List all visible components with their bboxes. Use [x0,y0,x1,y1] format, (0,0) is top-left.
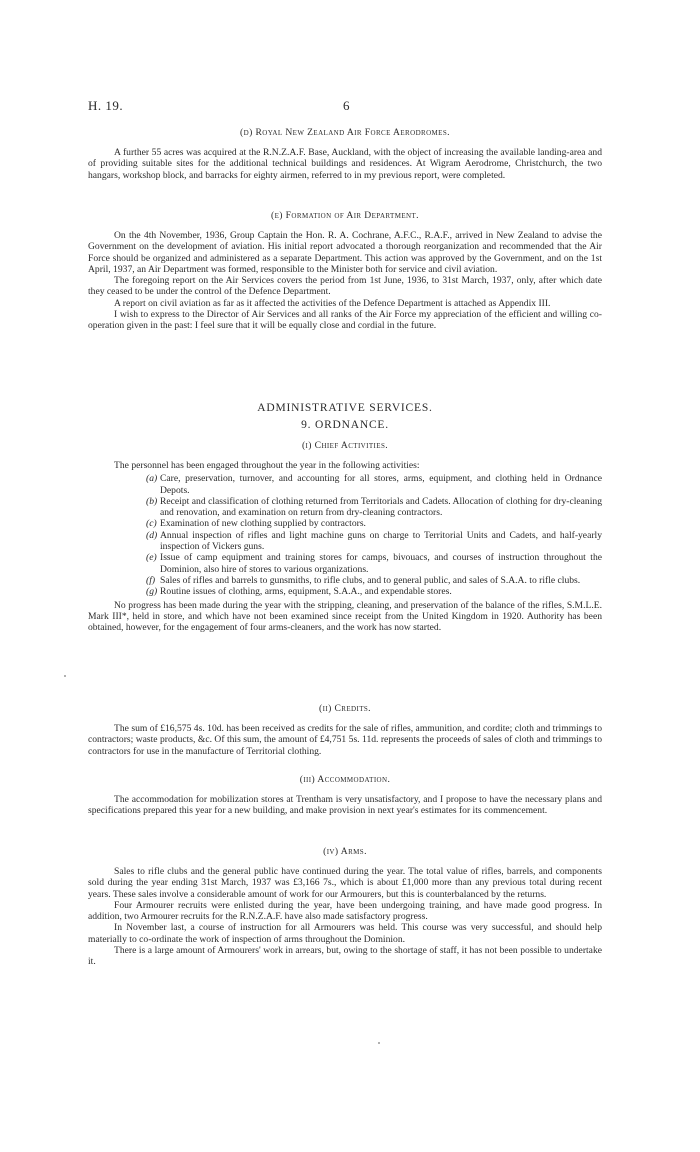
list-marker: (e) [146,552,157,564]
section-heading-aerodromes: (d) Royal New Zealand Air Force Aerodromes. [240,127,450,138]
list-item [88,575,602,586]
section-heading-arms: (iv) Arms. [323,846,367,857]
paragraph-arms-4: There is a large amount of Armourers' work in arrears, but, owing to the shortage of staff, it has not been possible to undertake it. [88,945,602,968]
paragraph-arms-2: Four Armourer recruits were enlisted during the year, have been undergoing training, and have made good progress. In addition, two Armourer recruits for the R.N.Z.A.F. have also made satisfactory progress. [88,899,602,923]
section-chief-activities [88,440,602,633]
list-item-text: Sales of rifles and barrels to gunsmiths, to rifle clubs, and to general public, and sales of S.A.A. to rifle clubs. [160,574,581,586]
list-item [88,530,602,553]
section-heading-accommodation: (iii) Accommodation. [299,774,391,785]
paragraph-arms-3: In November last, a course of instruction for all Armourers was held. This course was very successful, and should help materially to co-ordinate the work of inspection of arms throughout the Dominion. [88,922,602,945]
section-heading-credits: (ii) Credits. [319,703,371,714]
list-item-text: Routine issues of clothing, arms, equipment, S.A.A., and expendable stores. [160,586,452,598]
section-aerodromes [88,127,602,181]
section-credits [88,703,602,757]
list-item-text: Care, preservation, turnover, and accounting for all stores, arms, equipment, and clothing held in Ordnance Depots. [160,473,602,496]
section-heading-air-department: (e) Formation of Air Department. [271,210,419,221]
section-administrative-services [88,402,602,431]
scan-speck [64,675,66,677]
list-marker: (b) [146,495,158,507]
paragraph-credits: The sum of £16,575 4s. 10d. has been received as credits for the sale of rifles, ammunition, and cordite; cloth and trimmings to contractors; waste products, &c. Of this sum, the amount of £4,751 5s. 11d. represents the proceeds of sales of cloth and trimmings to contractors for use in the manufacture of Territorial clothing. [88,723,602,757]
paragraph-air-department-4: I wish to express to the Director of Air Services and all ranks of the Air Force my appreciation of the efficient and willing co-operation given in the past: I feel sure that it will be equally close and cordial in the future. [88,309,602,332]
paragraph-air-department-3: A report on civil aviation as far as it affected the activities of the Defence Department is attached as Appendix III. [114,297,551,309]
list-item-text: Examination of new clothing supplied by contractors. [160,518,366,530]
activities-list [88,473,602,597]
document-reference: H. 19. [88,98,124,113]
list-marker: (a) [146,473,158,485]
section-arms [88,846,602,968]
list-item [88,586,602,597]
page-number: 6 [343,98,350,113]
section-air-department [88,210,602,332]
paragraph-arms-1: Sales to rifle clubs and the general public have continued during the year. The total value of rifles, barrels, and components sold during the year ending 31st March, 1937 was £3,166 7s., which is about £1,000 more than any previous total during recent years. These sales involve a considerable amount of work for our Armourers, but this is counterbalanced by the returns. [88,866,602,900]
list-marker: (d) [146,529,158,541]
administrative-services-title: ADMINISTRATIVE SERVICES. [257,402,433,414]
section-accommodation [88,774,602,817]
paragraph-aerodromes: A further 55 acres was acquired at the R.N.Z.A.F. Base, Auckland, with the object of increasing the available landing-area and of providing suitable sites for the additional technical buildings and residences. At Wigram Aerodrome, Christchurch, the two hangars, workshop block, and barracks for eighty airmen, referred to in my previous report, were completed. [88,147,602,181]
list-item [88,473,602,496]
section-heading-chief-activities: (i) Chief Activities. [301,440,389,451]
list-item [88,496,602,519]
list-item-text: Receipt and classification of clothing returned from Territorials and Cadets. Allocation of clothing for dry-cleaning and renovation, and examination on return from dry-cleaning contractors. [160,495,602,519]
paragraph-air-department-2: The foregoing report on the Air Services covers the period from 1st June, 1936, to 31st March, 1937, only, after which date they ceased to be under the control of the Defence Department. [88,275,602,298]
list-marker: (f) [146,574,156,586]
paragraph-rifles-preservation: No progress has been made during the year with the stripping, cleaning, and preservation of the balance of the rifles, S.M.L.E. Mark III*, held in store, and which have not been examined since receipt from the United Kingdom in 1920. Authority has been obtained, however, for the engagement of four arms-cleaners, and the work has now started. [88,599,602,634]
paragraph-accommodation: The accommodation for mobilization stores at Trentham is very unsatisfactory, and I propose to have the necessary plans and specifications prepared this year for a new building, and make provision in next year's estimates for its commencement. [88,794,602,817]
list-item-text: Annual inspection of rifles and light machine guns on charge to Territorial Units and Cadets, and half-yearly inspection of Vickers guns. [160,529,602,553]
list-item [88,552,602,575]
ordnance-title: 9. ORDNANCE. [301,419,389,431]
list-marker: (g) [146,586,158,598]
list-item [88,518,602,529]
paragraph-air-department-1: On the 4th November, 1936, Group Captain the Hon. R. A. Cochrane, A.F.C., R.A.F., arrived in New Zealand to advise the Government on the development of aviation. His initial report advocated a thorough reorganization and recommended that the Air Force should be organized and administered as a separate Department. This action was approved by the Government, and on the 1st April, 1937, an Air Department was formed, responsible to the Minister both for service and civil aviation. [88,230,602,275]
list-item-text: Issue of camp equipment and training stores for camps, bivouacs, and courses of instruction throughout the Dominion, also hire of stores to various organizations. [160,552,602,575]
scan-speck [378,1042,380,1044]
list-marker: (c) [146,518,157,530]
paragraph-activities-intro: The personnel has been engaged throughout the year in the following activities: [114,460,420,471]
